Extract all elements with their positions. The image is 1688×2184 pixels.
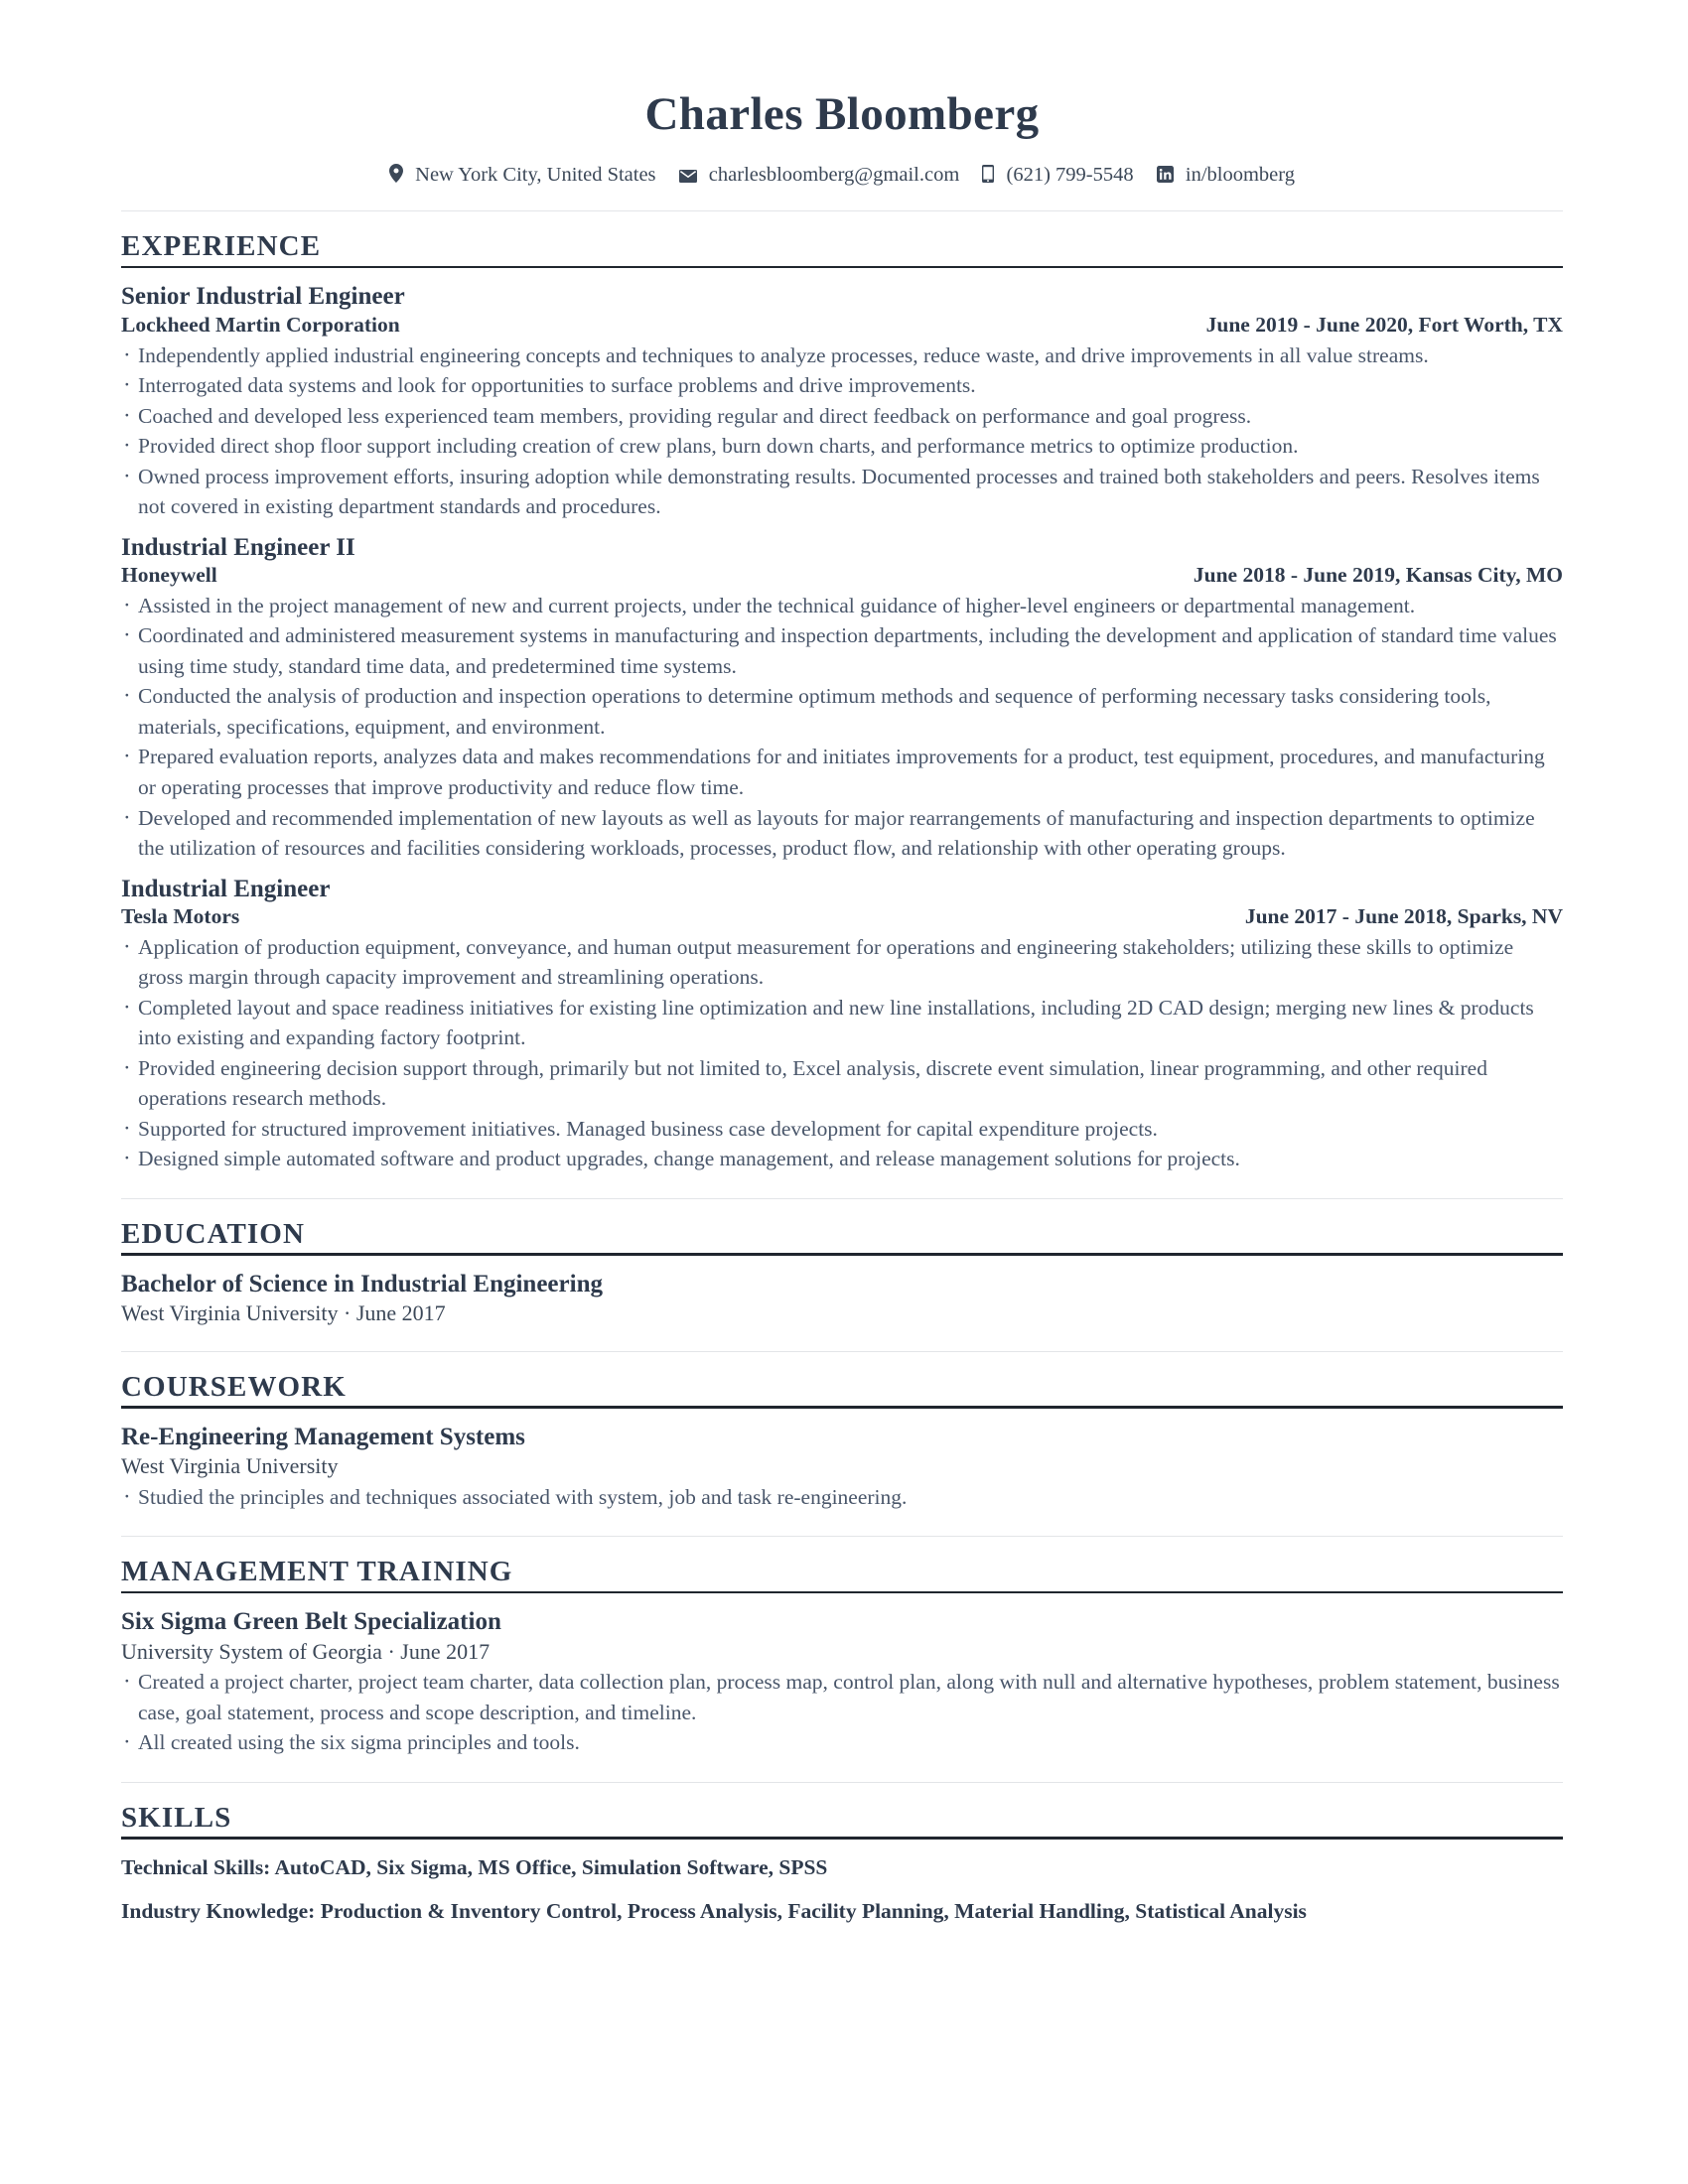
phone-icon (982, 165, 994, 183)
job-bullet-list (121, 341, 1563, 522)
candidate-name: Charles Bloomberg (644, 88, 1040, 140)
job-bullet: · Assisted in the project management of new and current projects, under the technical guidance of higher-level engineers or departmental management. (121, 591, 1563, 621)
section-rule (121, 1837, 1563, 1840)
degree-title: Bachelor of Science in Industrial Engineering (121, 1270, 603, 1297)
job-dates-location: June 2018 - June 2019, Kansas City, MO (1193, 563, 1563, 588)
skill-group-industry (121, 1897, 1563, 1926)
contact-phone[interactable] (982, 163, 1133, 188)
job-bullet: · Provided engineering decision support through, primarily but not limited to, Excel analysis, discrete event simulation, linear programming, and other required operations research methods. (121, 1053, 1563, 1114)
training-bullet: · Created a project charter, project team charter, data collection plan, process map, control plan, along with null and alternative hypotheses, problem statement, business case, goal statement, process and scope description, and timeline. (121, 1667, 1563, 1727)
resume-header (121, 89, 1563, 187)
job-title: Industrial Engineer II (121, 533, 355, 561)
section-experience (121, 210, 1563, 1174)
job-dates-location: June 2019 - June 2020, Fort Worth, TX (1205, 312, 1563, 337)
course-school: West Virginia University (121, 1453, 339, 1479)
skill-line: Industry Knowledge: Production & Inventory Control, Process Analysis, Facility Planning, Material Handling, Statistical Analysis (121, 1898, 1307, 1923)
training-bullet-list (121, 1667, 1563, 1758)
experience-entry (121, 875, 1563, 1174)
job-bullet: · Conducted the analysis of production and inspection operations to determine optimum methods and sequence of performing necessary tasks considering tools, materials, specifications, equipment, and environment. (121, 681, 1563, 742)
coursework-entry (121, 1423, 1563, 1513)
job-bullet-list (121, 932, 1563, 1174)
section-rule (121, 1253, 1563, 1256)
job-bullet: · Independently applied industrial engineering concepts and techniques to analyze processes, reduce waste, and drive improvements in all value streams. (121, 341, 1563, 371)
job-bullet: · Coached and developed less experienced team members, providing regular and direct feedback on performance and goal progress. (121, 401, 1563, 432)
experience-entry (121, 282, 1563, 521)
section-rule (121, 266, 1563, 269)
job-title: Industrial Engineer (121, 875, 331, 902)
contact-email[interactable] (679, 163, 960, 188)
experience-entry (121, 533, 1563, 864)
section-title-education: EDUCATION (121, 1217, 305, 1250)
section-title-coursework: COURSEWORK (121, 1370, 347, 1403)
section-management-training (121, 1536, 1563, 1757)
section-coursework (121, 1351, 1563, 1512)
job-bullet: · Interrogated data systems and look for opportunities to surface problems and drive improvements. (121, 370, 1563, 401)
job-bullet: · Application of production equipment, conveyance, and human output measurement for operations and engineering stakeholders; utilizing these skills to optimize gross margin through capacity improvement and streamlining operations. (121, 932, 1563, 993)
job-meta-row (121, 904, 1563, 930)
job-dates-location: June 2017 - June 2018, Sparks, NV (1244, 904, 1563, 929)
contact-location-text: New York City, United States (415, 163, 656, 186)
contact-location (389, 163, 656, 188)
job-meta-row (121, 563, 1563, 589)
job-bullet: · Prepared evaluation reports, analyzes data and makes recommendations for and initiates improvements for a product, test equipment, procedures, and manufacturing or operating processes that improve productivity and reduce flow time. (121, 742, 1563, 802)
job-bullet: · Coordinated and administered measurement systems in manufacturing and inspection departments, including the development and application of standard time values using time study, standard time data, and predetermined time systems. (121, 620, 1563, 681)
contact-email-text: charlesbloomberg@gmail.com (708, 163, 960, 186)
skill-line: Technical Skills: AutoCAD, Six Sigma, MS Office, Simulation Software, SPSS (121, 1854, 828, 1879)
training-title: Six Sigma Green Belt Specialization (121, 1608, 501, 1636)
section-rule (121, 1591, 1563, 1594)
job-bullet: · Completed layout and space readiness initiatives for existing line optimization and new line installations, including 2D CAD design; merging new lines & products into existing and expanding factory footprint. (121, 993, 1563, 1053)
course-bullet-list (121, 1482, 1563, 1513)
envelope-icon (679, 170, 697, 183)
course-bullet: · Studied the principles and techniques associated with system, job and task re-engineering. (121, 1482, 1563, 1513)
job-bullet: · Supported for structured improvement initiatives. Managed business case development for capital expenditure projects. (121, 1114, 1563, 1145)
skill-group-technical (121, 1853, 1563, 1882)
degree-school-date: West Virginia University · June 2017 (121, 1300, 446, 1326)
job-meta-row (121, 313, 1563, 339)
section-skills (121, 1782, 1563, 1926)
job-company: Tesla Motors (121, 904, 240, 929)
job-bullet: · Designed simple automated software and product upgrades, change management, and release management solutions for projects. (121, 1144, 1563, 1174)
course-title: Re-Engineering Management Systems (121, 1423, 525, 1450)
training-bullet: · All created using the six sigma principles and tools. (121, 1727, 1563, 1758)
job-bullet-list (121, 591, 1563, 864)
job-bullet: · Developed and recommended implementation of new layouts as well as layouts for major rearrangements of manufacturing and inspection departments to optimize the utilization of resources and facilities considering workloads, processes, product flow, and relationship with other operating groups. (121, 803, 1563, 864)
training-school-date: University System of Georgia · June 2017 (121, 1638, 491, 1664)
job-company: Honeywell (121, 563, 217, 588)
contact-line (121, 163, 1563, 188)
contact-phone-text: (621) 799-5548 (1006, 163, 1134, 186)
job-bullet: · Owned process improvement efforts, insuring adoption while demonstrating results. Documented processes and trained both stakeholders and peers. Resolves items not covered in existing department standards and procedures. (121, 462, 1563, 522)
section-title-skills: SKILLS (121, 1801, 232, 1834)
job-company: Lockheed Martin Corporation (121, 312, 400, 337)
training-entry (121, 1607, 1563, 1758)
section-education (121, 1198, 1563, 1327)
section-title-experience: EXPERIENCE (121, 230, 322, 263)
section-title-management-training: MANAGEMENT TRAINING (121, 1556, 513, 1588)
job-bullet: · Provided direct shop floor support including creation of crew plans, burn down charts, and performance metrics to optimize production. (121, 431, 1563, 462)
education-entry (121, 1270, 1563, 1327)
contact-linkedin-text: in/bloomberg (1185, 163, 1295, 186)
contact-linkedin[interactable] (1157, 163, 1295, 188)
linkedin-icon (1157, 166, 1174, 183)
job-title: Senior Industrial Engineer (121, 283, 405, 311)
section-rule (121, 1406, 1563, 1409)
location-pin-icon (389, 164, 403, 183)
